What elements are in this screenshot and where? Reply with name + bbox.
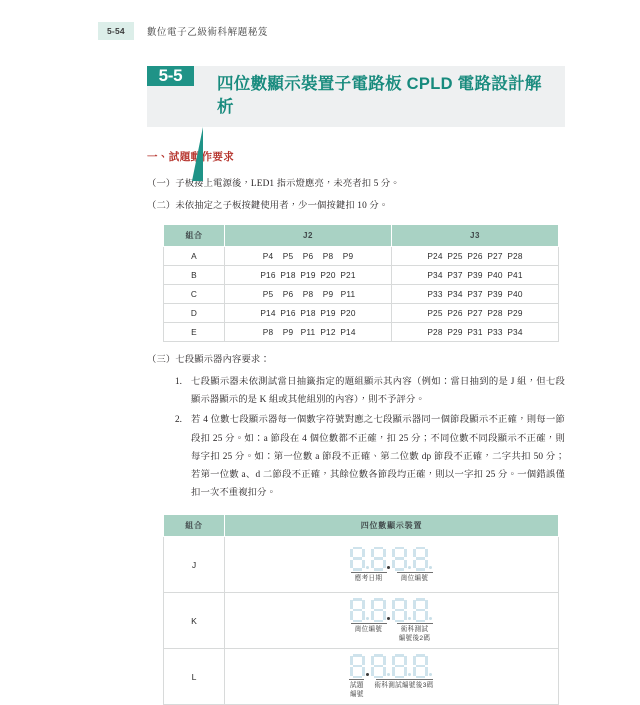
seven-segment-display <box>225 654 558 700</box>
segment-f <box>350 549 353 557</box>
column-header-group: 組合 <box>164 225 225 247</box>
digit-cell <box>413 598 433 622</box>
requirement-item-2: （二）未依抽定之子板按鍵使用者，少一個按鍵扣 10 分。 <box>147 200 389 211</box>
sub-item-2-text: 若 4 位數七段顯示器每一個數字符號對應之七段顯示器同一個節段顯示不正確，則每一節段扣 25 分。如：a 節段在 4 個位數都不正確，扣 25 分；不同位數不同段顯示不正確，則每字扣 25 分。如：第一位數 a 節段不正確、第二位數 dp 節段不正確，二字共扣 50 分；若第一位數 a、d 二節段不正確，其餘位數各節段均正確，則以一字扣 25 分。一個錯誤僅扣一次不重複扣分。 <box>191 415 565 498</box>
label-underline <box>397 572 433 573</box>
pin-label: P34 <box>447 289 463 300</box>
cell-j2-pins <box>225 323 392 342</box>
segment-a <box>416 547 425 550</box>
label-underline <box>349 679 364 680</box>
running-header <box>0 18 640 44</box>
pin-label: P21 <box>340 270 356 281</box>
cell-j3-pins <box>392 285 559 304</box>
segment-e <box>371 611 374 619</box>
label-underline <box>376 679 433 680</box>
segment-d <box>395 676 404 679</box>
requirement-item-3: （三）七段顯示器內容要求： <box>147 355 270 366</box>
column-header-j2: J2 <box>225 225 392 247</box>
segment-d <box>353 676 362 679</box>
segment-d <box>395 620 404 623</box>
segment-g <box>416 609 425 612</box>
pin-label: P27 <box>487 251 503 262</box>
segment-d <box>374 676 383 679</box>
chapter-banner <box>147 66 565 127</box>
seven-segment-digit-icon <box>413 654 428 678</box>
cell-group: J <box>164 537 225 593</box>
pin-label: P9 <box>342 251 354 262</box>
document-page <box>0 18 640 699</box>
segment-f <box>371 600 374 608</box>
segment-e <box>350 560 353 568</box>
cell-j2-pins <box>225 304 392 323</box>
segment-a <box>353 598 362 601</box>
segment-a <box>395 654 404 657</box>
digit-cell <box>350 547 370 571</box>
pin-label: P18 <box>300 308 316 319</box>
digit-cell <box>371 654 391 678</box>
segment-g <box>374 557 383 560</box>
display-label-text: 崗位編號 <box>400 574 429 582</box>
cell-j3-pins <box>392 323 559 342</box>
pin-label: P5 <box>282 251 294 262</box>
segment-c <box>383 560 386 568</box>
pin-label: P14 <box>260 308 276 319</box>
digit-row <box>350 547 433 571</box>
pin-label: P39 <box>467 270 483 281</box>
segment-e <box>392 667 395 675</box>
table-header-row <box>164 225 559 247</box>
cell-display-diagram <box>225 537 559 593</box>
table-row <box>164 304 559 323</box>
segment-f <box>413 600 416 608</box>
seven-segment-digit-icon <box>392 598 407 622</box>
cell-j2-pins <box>225 285 392 304</box>
pin-label: P6 <box>282 289 294 300</box>
segment-e <box>392 611 395 619</box>
pin-label: P25 <box>447 251 463 262</box>
segment-d <box>353 620 362 623</box>
segment-a <box>374 547 383 550</box>
segment-b <box>404 656 407 664</box>
segment-f <box>350 656 353 664</box>
segment-d <box>416 620 425 623</box>
pin-label: P6 <box>302 251 314 262</box>
pin-label: P9 <box>322 289 334 300</box>
segment-b <box>383 549 386 557</box>
segment-e <box>392 560 395 568</box>
seven-segment-digit-icon <box>413 598 428 622</box>
segment-b <box>425 656 428 664</box>
pin-label: P26 <box>467 251 483 262</box>
sub-item-1-marker: 1. <box>175 377 182 388</box>
display-label-row <box>351 572 433 584</box>
pin-label: P5 <box>262 289 274 300</box>
banner-slant-decoration <box>192 66 203 181</box>
display-label-text: 應考日期 <box>354 574 383 582</box>
segment-b <box>383 656 386 664</box>
book-title: 數位電子乙級術科解題秘笈 <box>146 28 269 38</box>
segment-a <box>353 547 362 550</box>
seven-segment-digit-icon <box>350 547 365 571</box>
pin-label: P27 <box>467 308 483 319</box>
chapter-title: 四位數顯示裝置子電路板 CPLD 電路設計解析 <box>217 75 542 117</box>
display-label-text: 術科測試 編號後2碼 <box>398 626 431 643</box>
pin-label: P39 <box>487 289 503 300</box>
segment-c <box>383 611 386 619</box>
display-label-text: 崗位編號 <box>354 626 383 634</box>
cell-display-diagram <box>225 649 559 705</box>
label-underline <box>397 623 433 624</box>
table-row <box>164 285 559 304</box>
decimal-point-icon <box>387 673 390 676</box>
cell-j2-pins <box>225 266 392 285</box>
seven-segment-display <box>225 598 558 644</box>
segment-b <box>425 549 428 557</box>
segment-f <box>350 600 353 608</box>
display-label-group <box>351 572 387 584</box>
section-heading: 一、試題動作要求 <box>147 150 235 163</box>
pin-label: P20 <box>340 308 356 319</box>
segment-f <box>392 549 395 557</box>
segment-d <box>395 568 404 571</box>
segment-e <box>350 611 353 619</box>
decimal-point-icon <box>387 566 390 569</box>
pin-label: P9 <box>282 327 294 338</box>
decimal-point-icon <box>408 566 411 569</box>
digit-row <box>350 598 433 622</box>
pin-assignment-table <box>163 224 559 342</box>
seven-segment-digit-icon <box>392 547 407 571</box>
segment-d <box>374 568 383 571</box>
cell-display-diagram <box>225 593 559 649</box>
decimal-point-icon <box>366 673 369 676</box>
pin-label: P28 <box>427 327 443 338</box>
segment-e <box>371 560 374 568</box>
segment-e <box>371 667 374 675</box>
table-row <box>164 537 559 593</box>
decimal-point-icon <box>408 673 411 676</box>
digit-cell <box>413 547 433 571</box>
seven-segment-digit-icon <box>371 598 386 622</box>
requirement-item-1: （一）子板接上電源後，LED1 指示燈應亮，未亮者扣 5 分。 <box>147 178 400 189</box>
pin-label: P16 <box>260 270 276 281</box>
display-table-body <box>164 537 559 705</box>
segment-c <box>425 667 428 675</box>
display-label-row <box>351 623 433 644</box>
segment-b <box>404 549 407 557</box>
pin-label: P11 <box>340 289 356 300</box>
pin-label: P12 <box>320 327 336 338</box>
segment-e <box>413 611 416 619</box>
segment-b <box>383 600 386 608</box>
segment-a <box>374 598 383 601</box>
segment-g <box>353 665 362 668</box>
sub-item-1-text: 七段顯示器未依測試當日抽籤指定的題組顯示其內容（例如：當日抽到的是 J 組，但七段顯示器顯示的是 K 組或其他組別的內容），則不予評分。 <box>191 377 565 406</box>
display-label-group <box>397 572 433 584</box>
segment-g <box>374 609 383 612</box>
pin-label: P34 <box>507 327 523 338</box>
segment-a <box>395 547 404 550</box>
segment-g <box>416 665 425 668</box>
cell-group: E <box>164 323 225 342</box>
pin-label: P41 <box>507 270 523 281</box>
page-folio: 5-54 <box>98 22 134 41</box>
segment-g <box>353 557 362 560</box>
pin-label: P25 <box>427 308 443 319</box>
table-row <box>164 266 559 285</box>
segment-g <box>395 665 404 668</box>
segment-a <box>395 598 404 601</box>
digit-cell <box>371 598 391 622</box>
pin-label: P40 <box>507 289 523 300</box>
digit-cell <box>350 598 370 622</box>
pin-label: P8 <box>322 251 334 262</box>
segment-c <box>362 611 365 619</box>
segment-g <box>374 665 383 668</box>
pin-label: P29 <box>507 308 523 319</box>
pin-label: P37 <box>467 289 483 300</box>
digit-row <box>350 654 433 678</box>
segment-c <box>404 560 407 568</box>
sub-item-2-marker: 2. <box>175 415 182 426</box>
label-spacer <box>364 679 374 700</box>
label-underline <box>351 623 387 624</box>
seven-segment-display <box>225 547 558 584</box>
seven-segment-digit-icon <box>371 654 386 678</box>
segment-c <box>362 667 365 675</box>
display-table-header-row <box>164 515 559 537</box>
pin-label: P26 <box>447 308 463 319</box>
pin-label: P19 <box>300 270 316 281</box>
pin-label: P37 <box>447 270 463 281</box>
display-label-text: 術科測試編號後3碼 <box>374 682 434 690</box>
segment-c <box>425 611 428 619</box>
cell-j3-pins <box>392 247 559 266</box>
segment-e <box>413 667 416 675</box>
cell-j3-pins <box>392 304 559 323</box>
pin-label: P20 <box>320 270 336 281</box>
pin-label: P14 <box>340 327 356 338</box>
decimal-point-icon <box>366 566 369 569</box>
digit-cell <box>350 654 370 678</box>
seven-segment-digit-icon <box>350 654 365 678</box>
display-label-text: 試題 編號 <box>350 682 364 699</box>
cell-group: K <box>164 593 225 649</box>
column-header-group-2: 組合 <box>164 515 225 537</box>
sub-item-2 <box>147 411 565 502</box>
segment-c <box>362 560 365 568</box>
pin-label: P33 <box>487 327 503 338</box>
digit-cell <box>413 654 433 678</box>
cell-group: A <box>164 247 225 266</box>
pin-label: P40 <box>487 270 503 281</box>
chapter-number-wrap <box>147 66 203 127</box>
page-content <box>147 149 565 705</box>
pin-label: P31 <box>467 327 483 338</box>
decimal-point-icon <box>429 673 432 676</box>
segment-c <box>404 611 407 619</box>
pin-label: P24 <box>427 251 443 262</box>
cell-group: D <box>164 304 225 323</box>
pin-label: P28 <box>507 251 523 262</box>
pin-label: P19 <box>320 308 336 319</box>
pin-label: P18 <box>280 270 296 281</box>
pin-label: P4 <box>262 251 274 262</box>
pin-label: P28 <box>487 308 503 319</box>
digit-cell <box>392 598 412 622</box>
segment-a <box>374 654 383 657</box>
table-row <box>164 593 559 649</box>
segment-f <box>413 549 416 557</box>
segment-c <box>383 667 386 675</box>
display-label-group <box>374 679 433 700</box>
segment-b <box>362 600 365 608</box>
table-row <box>164 247 559 266</box>
pin-label: P8 <box>302 289 314 300</box>
sub-item-1 <box>147 373 565 409</box>
display-content-table <box>163 514 559 705</box>
segment-c <box>425 560 428 568</box>
segment-g <box>395 557 404 560</box>
display-label-group <box>349 679 364 700</box>
column-header-display: 四位數顯示裝置 <box>225 515 559 537</box>
pin-label: P33 <box>427 289 443 300</box>
cell-group: L <box>164 649 225 705</box>
display-label-group <box>397 623 433 644</box>
pin-table-body <box>164 247 559 342</box>
label-underline <box>351 572 387 573</box>
display-label-group <box>351 623 387 644</box>
segment-d <box>374 620 383 623</box>
segment-b <box>362 656 365 664</box>
display-label-row <box>349 679 433 700</box>
seven-segment-digit-icon <box>392 654 407 678</box>
segment-d <box>416 568 425 571</box>
decimal-point-icon <box>429 566 432 569</box>
seven-segment-digit-icon <box>413 547 428 571</box>
decimal-point-icon <box>366 617 369 620</box>
segment-b <box>362 549 365 557</box>
segment-b <box>425 600 428 608</box>
pin-label: P29 <box>447 327 463 338</box>
table-row <box>164 323 559 342</box>
pin-label: P11 <box>300 327 316 338</box>
segment-a <box>353 654 362 657</box>
segment-f <box>371 656 374 664</box>
cell-j3-pins <box>392 266 559 285</box>
segment-a <box>416 598 425 601</box>
digit-cell <box>392 654 412 678</box>
pin-label: P16 <box>280 308 296 319</box>
segment-b <box>404 600 407 608</box>
segment-a <box>416 654 425 657</box>
segment-f <box>413 656 416 664</box>
cell-group: B <box>164 266 225 285</box>
digit-cell <box>371 547 391 571</box>
label-spacer <box>387 572 397 584</box>
cell-j2-pins <box>225 247 392 266</box>
segment-g <box>395 609 404 612</box>
segment-d <box>353 568 362 571</box>
segment-f <box>371 549 374 557</box>
pin-label: P34 <box>427 270 443 281</box>
segment-f <box>392 656 395 664</box>
seven-segment-digit-icon <box>371 547 386 571</box>
segment-g <box>416 557 425 560</box>
segment-e <box>350 667 353 675</box>
chapter-number: 5-5 <box>147 66 194 86</box>
pin-label: P8 <box>262 327 274 338</box>
cell-group: C <box>164 285 225 304</box>
column-header-j3: J3 <box>392 225 559 247</box>
digit-cell <box>392 547 412 571</box>
decimal-point-icon <box>408 617 411 620</box>
decimal-point-icon <box>387 617 390 620</box>
label-spacer <box>387 623 397 644</box>
segment-g <box>353 609 362 612</box>
decimal-point-icon <box>429 617 432 620</box>
table-row <box>164 649 559 705</box>
seven-segment-digit-icon <box>350 598 365 622</box>
segment-f <box>392 600 395 608</box>
segment-d <box>416 676 425 679</box>
segment-c <box>404 667 407 675</box>
segment-e <box>413 560 416 568</box>
